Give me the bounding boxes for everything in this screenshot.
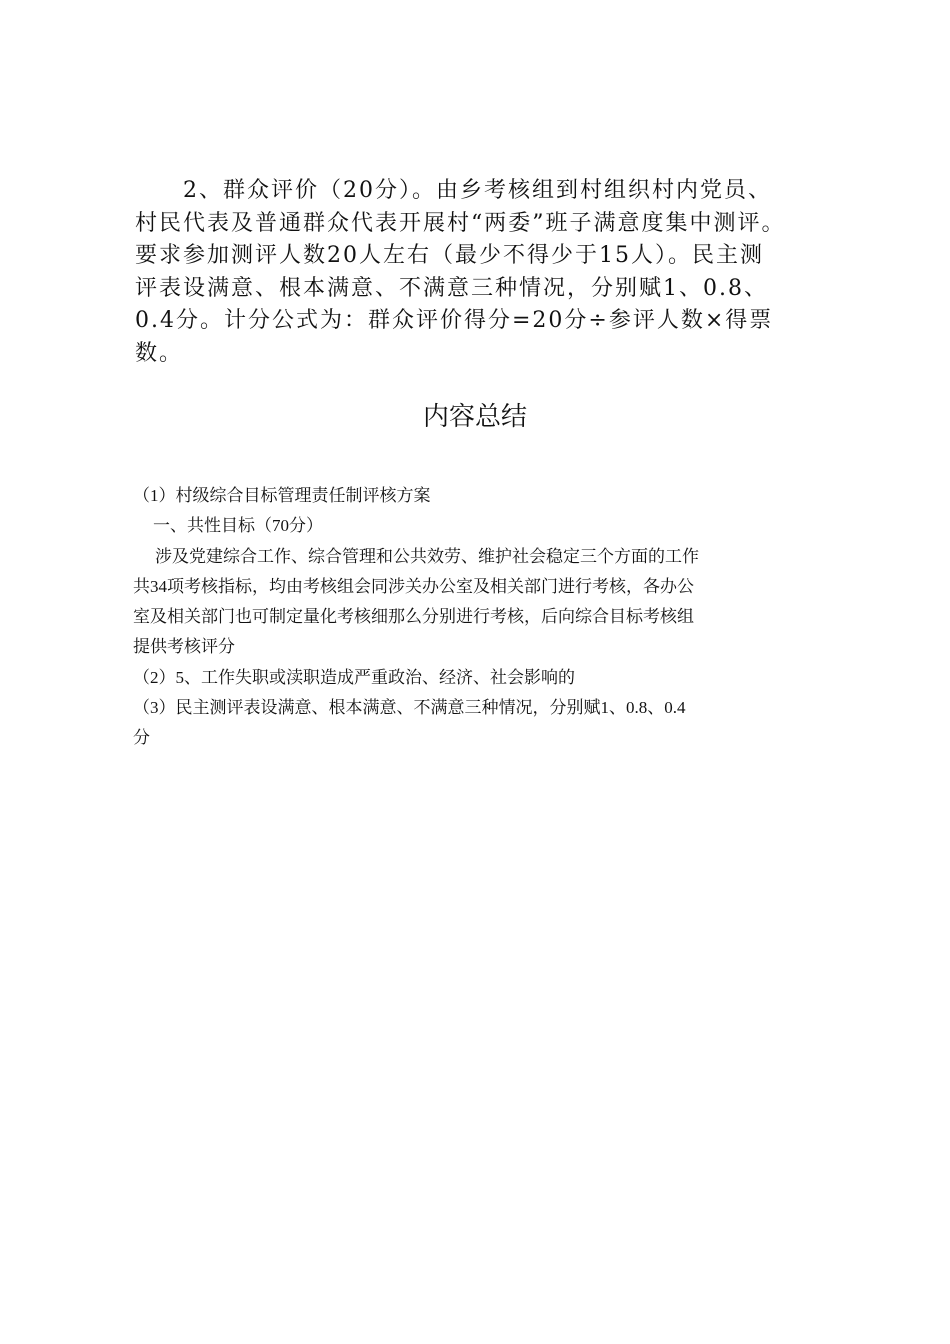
paragraph-line: 数。 xyxy=(135,340,184,366)
summary-content xyxy=(133,481,833,754)
summary-line: 涉及党建综合工作、综合管理和公共效劳、维护社会稳定三个方面的工作 xyxy=(155,546,699,566)
paragraph-line: 0.4分。计分公式为：群众评价得分=20分÷参评人数×得票 xyxy=(135,308,774,333)
summary-line: 共34项考核指标，均由考核组会同涉关办公室及相关部门进行考核，各办公 xyxy=(133,576,694,596)
paragraph-line: 村民代表及普通群众代表开展村“两委”班子满意度集中测评。 xyxy=(135,210,786,236)
summary-line: 提供考核评分 xyxy=(133,637,235,657)
summary-line: 室及相关部门也可制定量化考核细那么分别进行考核，后向综合目标考核组 xyxy=(133,607,694,627)
paragraph-line: 要求参加测评人数20人左右（最少不得少于15人）。民主测 xyxy=(135,243,764,268)
summary-line: 一、共性目标（70分） xyxy=(153,516,323,536)
summary-heading: 内容总结 xyxy=(422,402,527,432)
summary-line: （3）民主测评表设满意、根本满意、不满意三种情况，分别赋1、0.8、0.4 xyxy=(133,698,686,718)
summary-line: （2）5、工作失职或渎职造成严重政治、经济、社会影响的 xyxy=(133,667,575,687)
summary-line: （1）村级综合目标管理责任制评核方案 xyxy=(133,486,431,505)
summary-line: 分 xyxy=(133,728,150,748)
paragraph-line: 评表设满意、根本满意、不满意三种情况，分别赋1、0.8、 xyxy=(135,275,768,301)
paragraph-line: 2、群众评价（20分）。由乡考核组到村组织村内党员、 xyxy=(183,178,772,203)
mass-evaluation-paragraph xyxy=(135,175,835,370)
